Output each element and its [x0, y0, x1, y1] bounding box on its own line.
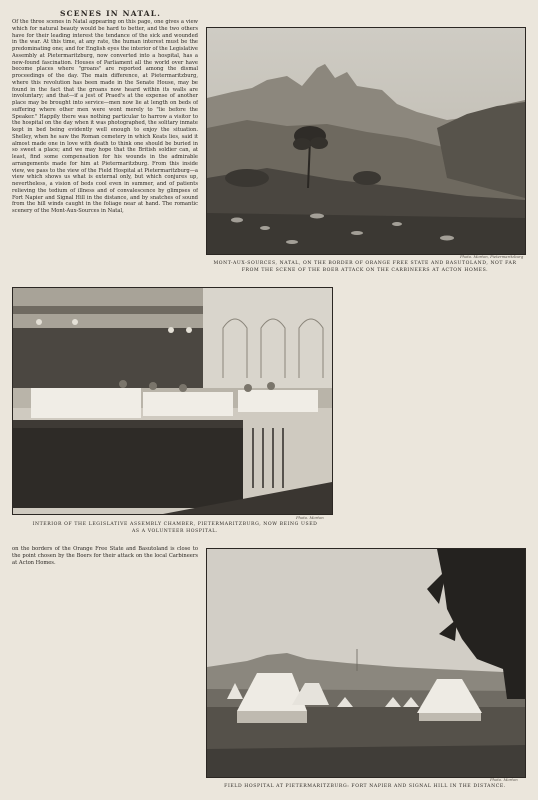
interior-photo-illustration [13, 288, 332, 514]
mountain-photo-caption: MONT-AUX-SOURCES, NATAL, ON THE BORDER OF ORANGE FREE STATE AND BASUTOLAND, NOT FAR FROM THE SCENE OF THE BOER ATTACK ON THE CARBINEERS AT ACTON HOMES. [213, 261, 517, 273]
field-hospital-photo-credit: Photo. Morton [490, 777, 518, 782]
field-hospital-photo-caption: FIELD HOSPITAL AT PIETERMARITZBURG: FORT NAPIER AND SIGNAL HILL IN THE DISTANCE. [224, 784, 506, 789]
field-hospital-photo-illustration [207, 549, 525, 777]
interior-photo-credit: Photo. Morton [296, 515, 324, 520]
mountain-photo-illustration [207, 28, 525, 254]
interior-photo-caption: INTERIOR OF THE LEGISLATIVE ASSEMBLY CHAMBER, PIETERMARITZBURG, NOW BEING USED AS A VOLUNTEER HOSPITAL. [32, 522, 318, 534]
article-title: SCENES IN NATAL. [60, 9, 162, 18]
mountain-photo [206, 27, 526, 255]
field-hospital-photo [206, 548, 526, 778]
interior-photo [12, 287, 333, 515]
article-body-part2: on the borders of the Orange Free State and Basutoland is close to the point chosen by the Boers for their attack on the local Carbineers at Acton Homes. [12, 546, 198, 566]
article-body-part1: Of the three scenes in Natal appearing on this page, one gives a view which for natural beauty would be hard to better, and the two others have for their leading interest the tendance of the sick and wounded in the war. At this time, at any rate, the human interest must be the predominating one; and for English eyes the interior of the Legislative Assembly at Pietermaritzburg, now converted into a hospital, has a new-found fascination. Houses of Parliament all the world over have become places where "groans" are reported among the dismal proceedings of the day. The main difference, at Pietermaritzburg, where this revolution has been made in the Senate House, may be found in the fact that the groans now heard within its walls are involuntary; and that—if a jest of Praed's at the expense of another place may be brought into service—men now lie at length on beds of suffering where other men were wont merely to "lie before the Speaker." Happily there was nothing particular to harrow a visitor to the hospital on the day when it was photographed, the solitary inmate kept in bed being evidently well enough to enjoy the situation. Shelley, when he saw the Roman cemetery in which Keats lies, said it almost made one in love with death to think one should be buried in so sweet a place; and we may hope that the British soldier can, at least, find some compensation for his wounds in the admirable arrangements made for him at Pietermaritzburg. From this inside view, we pass to the view of the Field Hospital at Pietermaritzburg—a view which shows us what is external only, but which conjures up, nevertheless, a vision of beds cool even in summer, and of patients relieving the tedium of illness and of convalescence by glimpses of Fort Napier and Signal Hill in the distance, and by snatches of sound from the hill winds caught in the foliage near at hand. The romantic scenery of the Mont-Aux-Sources in Natal, [12, 19, 198, 214]
mountain-photo-credit: Photo. Morton, Pietermaritzburg [460, 254, 524, 259]
